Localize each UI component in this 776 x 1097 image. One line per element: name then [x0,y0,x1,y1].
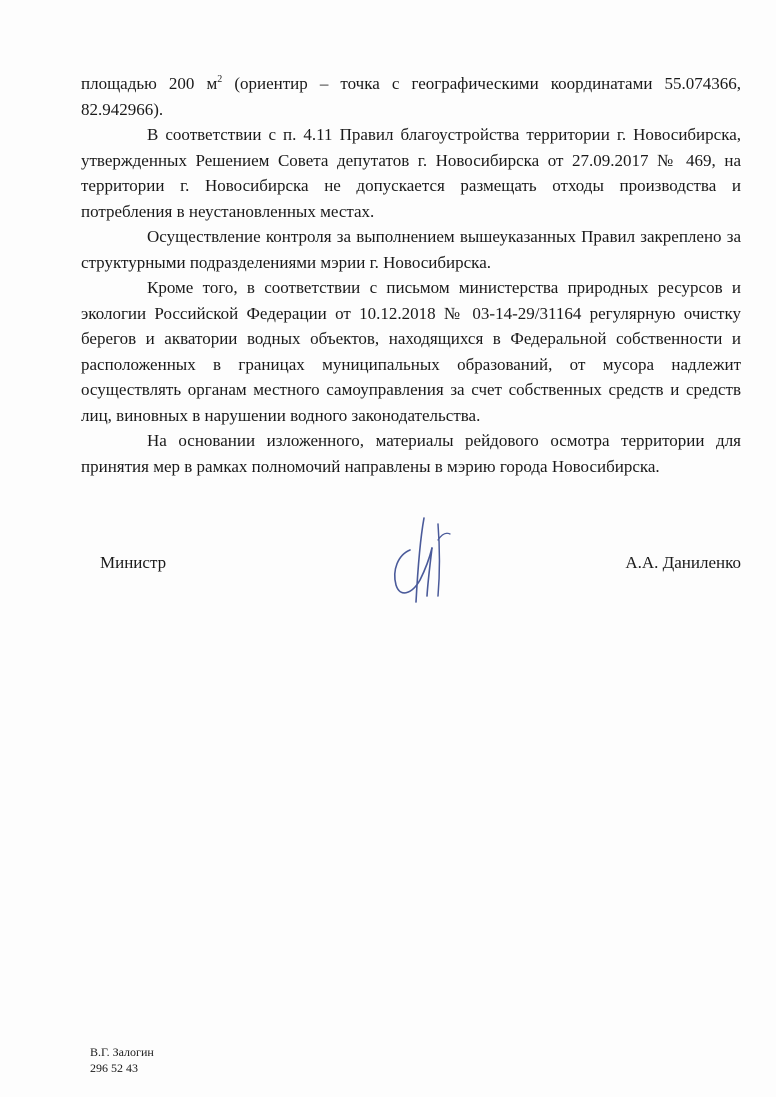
executor-phone: 296 52 43 [90,1061,138,1075]
paragraph-4: Кроме того, в соответствии с письмом министерства природных ресурсов и экологии Российской Федерации от 10.12.2018 № 03-14-29/31164 регулярную очистку берегов и акватории водных объектов, находящихся в Федеральной собственности и расположенных в границах муниципальных образований, от мусора надлежит осуществлять органам местного самоуправления за счет собственных средств и средств лиц, виновных в нарушении водного законодательства. [81,278,741,425]
paragraph-5: На основании изложенного, материалы рейдового осмотра территории для принятия мер в рамках полномочий направлены в мэрию города Новосибирска. [81,431,741,476]
paragraph-3: Осуществление контроля за выполнением вышеуказанных Правил закреплено за структурными подразделениями мэрии г. Новосибирска. [81,227,741,272]
letter-body [81,71,741,479]
paragraph-2: В соответствии с п. 4.11 Правил благоустройства территории г. Новосибирска, утвержденных Решением Совета депутатов г. Новосибирска от 27.09.2017 № 469, на территории г. Новосибирска не допускается размещать отходы производства и потребления в неустановленных местах. [81,125,741,221]
signatory-name: А.А. Даниленко [625,553,741,572]
superscript: 2 [217,74,223,85]
executor-footer [90,1044,154,1076]
paragraph-1 [81,71,741,122]
paragraph-1-text: площадью 200 м [81,74,218,93]
executor-name: В.Г. Залогин [90,1045,154,1059]
signatory-title: Министр [100,553,167,572]
handwritten-signature [380,510,460,610]
paragraph-1-text-cont: (ориентир – точка с географическими координатами 55.074366, 82.942966). [81,74,742,119]
